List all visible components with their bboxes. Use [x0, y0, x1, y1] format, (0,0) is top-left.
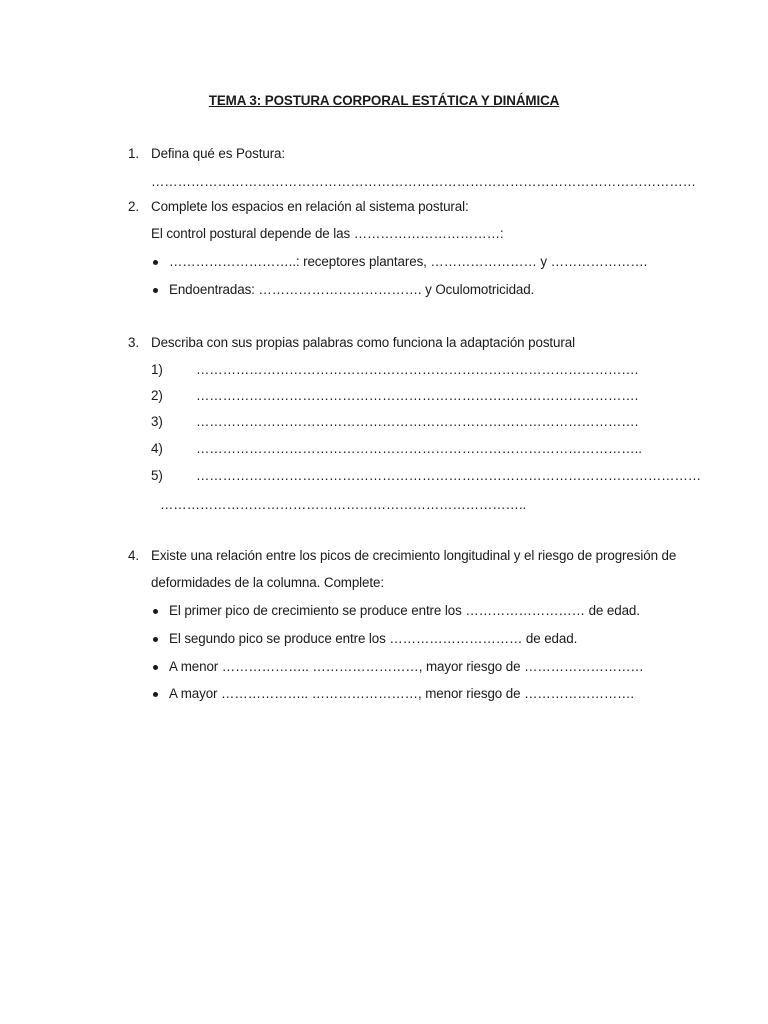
question-3-continuation-blank: ………………………………………………………………………..: [160, 497, 527, 512]
bullet-icon: [153, 260, 158, 265]
question-4-text: Existe una relación entre los picos de crecimiento longitudinal y el riesgo de progresión de: [151, 548, 677, 563]
question-1-answer-blank: ……………………………………………………………………………………………………………: [151, 174, 696, 189]
question-4-bullet-1: El primer pico de crecimiento se produce entre los ……………………… de edad.: [169, 603, 640, 618]
question-3-item-1-blank: ……………………………………………………………………………………….: [196, 362, 639, 377]
question-2-subtext: El control postural depende de las ……………………………:: [151, 226, 504, 241]
question-3-item-4-blank: ………………………………………………………………………………………..: [196, 441, 642, 456]
question-1-text: Defina qué es Postura:: [151, 146, 286, 161]
bullet-icon: [153, 609, 158, 614]
question-2-bullet-1: ………………………..: receptores plantares, …………………… y ………………….: [169, 254, 648, 269]
question-3-item-5-blank: ……………………………………………………………………………………………………: [196, 468, 702, 483]
bullet-icon: [153, 288, 158, 293]
question-4-bullet-4: A mayor ……………….. ……………………, menor riesgo de …………………….: [169, 686, 635, 701]
question-4-bullet-2: El segundo pico se produce entre los ………………………… de edad.: [169, 631, 578, 646]
question-2-bullet-2: Endoentradas: ………………………………. y Oculomotricidad.: [169, 282, 535, 297]
question-3-number: 3.: [128, 335, 139, 350]
question-4-bullet-3: A menor ……………….. ……………………, mayor riesgo de ………………………: [169, 659, 644, 674]
bullet-icon: [153, 637, 158, 642]
question-2-number: 2.: [128, 199, 139, 214]
page-title: TEMA 3: POSTURA CORPORAL ESTÁTICA Y DINÁMICA: [208, 93, 560, 108]
question-3-item-4-number: 4): [151, 441, 163, 456]
bullet-icon: [153, 665, 158, 670]
question-3-item-3-number: 3): [151, 414, 163, 429]
question-3-item-1-number: 1): [151, 362, 163, 377]
question-1-number: 1.: [128, 146, 139, 161]
question-2-text: Complete los espacios en relación al sistema postural:: [151, 199, 469, 214]
question-3-item-3-blank: ……………………………………………………………………………………….: [196, 414, 639, 429]
question-3-item-5-number: 5): [151, 468, 163, 483]
question-3-item-2-number: 2): [151, 388, 163, 403]
question-3-item-2-blank: ……………………………………………………………………………………….: [196, 388, 639, 403]
question-4-number: 4.: [128, 548, 139, 563]
question-4-subtext: deformidades de la columna. Complete:: [151, 575, 384, 590]
question-3-text: Describa con sus propias palabras como funciona la adaptación postural: [151, 335, 575, 350]
bullet-icon: [153, 692, 158, 697]
